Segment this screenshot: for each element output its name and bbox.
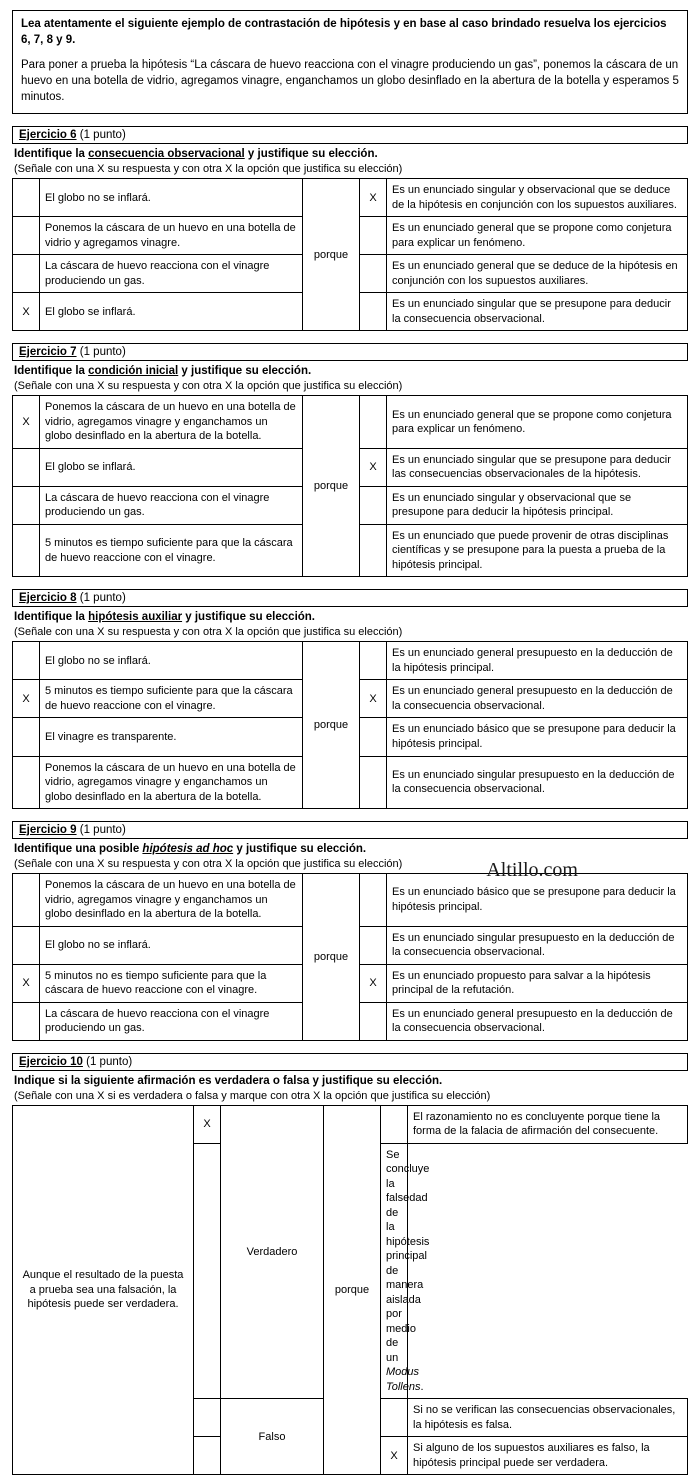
answer-checkbox-b[interactable] (360, 718, 387, 756)
exercise-9-table (12, 873, 688, 1041)
exercise-9-header (12, 821, 688, 839)
exercise-8-instruction (12, 607, 688, 625)
table-row (13, 873, 688, 926)
exercise-9-note (12, 857, 688, 881)
porque-label: porque (324, 1105, 381, 1475)
option-checkbox[interactable] (381, 1399, 408, 1437)
exercise-7-instruction-keyword: condición inicial (88, 365, 179, 378)
exercise-6-table (12, 178, 688, 331)
option-b-text[interactable]: Es un enunciado básico que se presupone para deducir la hipótesis principal. (387, 718, 688, 756)
option-b-text[interactable]: Es un enunciado que puede provenir de otras disciplinas científicas y se presupone para la puesta a prueba de la hipótesis principal. (387, 524, 688, 577)
exercise-7-number: Ejercicio 7 (19, 346, 77, 359)
option-b-text[interactable]: Es un enunciado singular presupuesto en la deducción de la consecuencia observacional. (387, 926, 688, 964)
exercise-10-table (12, 1105, 688, 1476)
spacer-cell (194, 1437, 221, 1475)
option-a-text[interactable]: 5 minutos es tiempo suficiente para que la cáscara de huevo reaccione con el vinagre. (40, 524, 303, 577)
option-b-text[interactable]: Es un enunciado general presupuesto en la deducción de la consecuencia observacional. (387, 1002, 688, 1040)
answer-checkbox-b[interactable] (360, 873, 387, 926)
intro-box (12, 10, 688, 114)
exercise-9-instruction-keyword (142, 843, 233, 855)
answer-checkbox-b[interactable] (360, 524, 387, 577)
table-row (13, 396, 688, 449)
exercise-10-points: (1 punto) (86, 1055, 133, 1068)
answer-checkbox-b[interactable]: X (360, 680, 387, 718)
option-a-text[interactable]: El globo no se inflará. (40, 926, 303, 964)
option-a-text[interactable]: La cáscara de huevo reacciona con el vinagre produciendo un gas. (40, 486, 303, 524)
answer-checkbox-a[interactable] (13, 1002, 40, 1040)
option-checkbox[interactable] (194, 1143, 221, 1399)
option-checkbox[interactable]: X (381, 1437, 408, 1475)
exercise-8-note: (Señale con una X su respuesta y con otra X la opción que justifica su elección) (14, 626, 403, 639)
exercise-10-instruction: Indique si la siguiente afirmación es verdadera o falsa y justifique su elección. (14, 1074, 443, 1087)
exercise-9-number: Ejercicio 9 (19, 824, 77, 837)
answer-checkbox-a[interactable] (13, 718, 40, 756)
answer-checkbox-a[interactable] (13, 179, 40, 217)
exercise-8-header (12, 589, 688, 607)
answer-checkbox-a[interactable] (13, 486, 40, 524)
option-text[interactable]: Si alguno de los supuestos auxiliares es falso, la hipótesis principal puede ser verdadera. (408, 1437, 688, 1475)
answer-checkbox-b[interactable] (360, 1002, 387, 1040)
exercise-9-instruction-post: y justifique su elección. (233, 843, 367, 856)
option-a-text[interactable]: El globo se inflará. (40, 293, 303, 331)
option-a-text[interactable]: El globo no se inflará. (40, 642, 303, 680)
answer-checkbox-a[interactable] (13, 642, 40, 680)
exercise-8-points: (1 punto) (79, 592, 126, 605)
answer-checkbox-b[interactable] (360, 642, 387, 680)
option-b-text[interactable]: Es un enunciado singular que se presupone para deducir las consecuencias observacionales de la hipótesis. (387, 448, 688, 486)
exercise-10-header (12, 1053, 688, 1071)
exercise-10-note: (Señale con una X si es verdadera o falsa y marque con otra X la opción que justifica su elección) (14, 1089, 491, 1102)
answer-checkbox-b[interactable] (360, 486, 387, 524)
porque-label: porque (303, 179, 360, 331)
verdadero-label[interactable]: Verdadero (221, 1105, 324, 1399)
option-a-text[interactable]: Ponemos la cáscara de un huevo en una botella de vidrio, agregamos vinagre y enganchamos un globo desinflado en la abertura de la botella. (40, 396, 303, 449)
answer-checkbox-a[interactable]: X (13, 396, 40, 449)
option-b-text[interactable]: Es un enunciado general que se deduce de la hipótesis en conjunción con los supuestos auxiliares. (387, 255, 688, 293)
option-a-text[interactable]: 5 minutos es tiempo suficiente para que la cáscara de huevo reaccione con el vinagre. (40, 680, 303, 718)
option-b-text[interactable]: Es un enunciado general presupuesto en la deducción de la consecuencia observacional. (387, 680, 688, 718)
option-text[interactable]: Si no se verifican las consecuencias observacionales, la hipótesis es falsa. (408, 1399, 688, 1437)
option-a-text[interactable]: El globo no se inflará. (40, 179, 303, 217)
option-a-text[interactable]: Ponemos la cáscara de un huevo en una botella de vidrio, agregamos vinagre y enganchamos un globo desinflado en la abertura de la botella. (40, 756, 303, 809)
porque-label: porque (303, 642, 360, 809)
option-a-text[interactable]: Ponemos la cáscara de un huevo en una botella de vidrio y agregamos vinagre. (40, 217, 303, 255)
exercise-10-number: Ejercicio 10 (19, 1055, 83, 1068)
exercise-7-header (12, 343, 688, 361)
table-row (13, 1105, 688, 1143)
option-checkbox[interactable] (381, 1105, 408, 1143)
exercise-6-instruction-pre: Identifique la (14, 148, 89, 161)
answer-checkbox-b[interactable] (360, 396, 387, 449)
answer-checkbox-b[interactable]: X (360, 179, 387, 217)
exercise-8-table (12, 641, 688, 809)
exercise-8-number: Ejercicio 8 (19, 592, 77, 605)
option-b-text[interactable]: Es un enunciado singular presupuesto en la deducción de la consecuencia observacional. (387, 756, 688, 809)
table-row (13, 642, 688, 680)
answer-checkbox-a[interactable] (13, 217, 40, 255)
answer-checkbox-b[interactable]: X (360, 448, 387, 486)
answer-checkbox-a[interactable]: X (13, 964, 40, 1002)
option-b-text[interactable]: Es un enunciado singular que se presupone para deducir la consecuencia observacional. (387, 293, 688, 331)
answer-checkbox-a[interactable] (13, 873, 40, 926)
option-text[interactable]: El razonamiento no es concluyente porque tiene la forma de la falacia de afirmación del consecuente. (408, 1105, 688, 1143)
exercise-7-instruction-pre: Identifique la (14, 365, 89, 378)
answer-checkbox-a[interactable]: X (13, 293, 40, 331)
answer-checkbox-a[interactable] (13, 448, 40, 486)
table-row (13, 179, 688, 217)
exercise-9-instruction-keyword-text: hipótesis ad hoc (142, 843, 234, 856)
option-b-text[interactable]: Es un enunciado singular y observacional que se deduce de la hipótesis en conjunción con los supuestos auxiliares. (387, 179, 688, 217)
porque-label: porque (303, 396, 360, 577)
falso-checkbox[interactable] (194, 1399, 221, 1437)
intro-title: Lea atentamente el siguiente ejemplo de contrastación de hipótesis y en base al caso brindado resuelva los ejercicios 6, 7, 8 y 9. (21, 18, 667, 46)
answer-checkbox-b[interactable] (360, 217, 387, 255)
option-a-text[interactable]: La cáscara de huevo reacciona con el vinagre produciendo un gas. (40, 1002, 303, 1040)
option-text[interactable]: Se concluye la falsedad de la hipótesis principal de manera aislada por medio de un Modus Tollens. (381, 1143, 408, 1399)
option-a-text[interactable]: La cáscara de huevo reacciona con el vinagre produciendo un gas. (40, 255, 303, 293)
porque-label: porque (303, 873, 360, 1040)
answer-checkbox-a[interactable] (13, 926, 40, 964)
option-a-text[interactable]: El globo se inflará. (40, 448, 303, 486)
watermark: Altillo.com (486, 858, 578, 881)
option-a-text[interactable]: 5 minutos no es tiempo suficiente para que la cáscara de huevo reaccione con el vinagre. (40, 964, 303, 1002)
answer-checkbox-b[interactable] (360, 926, 387, 964)
answer-checkbox-b[interactable] (360, 756, 387, 809)
exercise-9-instruction-pre: Identifique una posible (14, 843, 143, 856)
verdadero-checkbox[interactable]: X (194, 1105, 221, 1143)
modus-tollens-emphasis: Modus Tollens (386, 1366, 421, 1393)
option-b-text[interactable]: Es un enunciado básico que se presupone para deducir la hipótesis principal. (387, 873, 688, 926)
exercise-6-header (12, 126, 688, 144)
intro-body: Para poner a prueba la hipótesis “La cáscara de huevo reacciona con el vinagre produciendo un gas”, ponemos la cáscara de un huevo en una botella de vidrio, agregamos vinagre, enganchamos un globo desinflado en la abertura de la botella y esperamos 5 minutos. (21, 59, 679, 104)
option-b-text[interactable]: Es un enunciado singular y observacional que se presupone para deducir la hipótesis principal. (387, 486, 688, 524)
option-b-text[interactable]: Es un enunciado general presupuesto en la deducción de la hipótesis principal. (387, 642, 688, 680)
exercise-6-note: (Señale con una X su respuesta y con otra X la opción que justifica su elección) (14, 163, 403, 176)
option-b-text[interactable]: Es un enunciado general que se propone como conjetura para explicar un fenómeno. (387, 217, 688, 255)
exercise-7-instruction (12, 361, 688, 379)
exercise-6-points: (1 punto) (79, 129, 126, 142)
answer-checkbox-a[interactable] (13, 255, 40, 293)
exercise-7-note: (Señale con una X su respuesta y con otra X la opción que justifica su elección) (14, 380, 403, 393)
falso-label[interactable]: Falso (221, 1399, 324, 1475)
exercise-6-instruction-post: y justifique su elección. (244, 148, 378, 161)
statement-text: Aunque el resultado de la puesta a prueba sea una falsación, la hipótesis puede ser verdadera. (13, 1105, 194, 1475)
exercise-9-note-text: (Señale con una X su respuesta y con otra X la opción que justifica su elección) (14, 857, 403, 870)
answer-checkbox-a[interactable]: X (13, 680, 40, 718)
answer-checkbox-b[interactable] (360, 293, 387, 331)
option-a-text[interactable]: Ponemos la cáscara de un huevo en una botella de vidrio, agregamos vinagre y enganchamos un globo desinflado en la abertura de la botella. (40, 873, 303, 926)
exercise-7-points: (1 punto) (79, 346, 126, 359)
exercise-9-points: (1 punto) (79, 824, 126, 837)
option-b-text[interactable]: Es un enunciado propuesto para salvar a la hipótesis principal de la refutación. (387, 964, 688, 1002)
exercise-7-table (12, 395, 688, 577)
answer-checkbox-b[interactable]: X (360, 964, 387, 1002)
exercise-6-instruction-keyword: consecuencia observacional (88, 148, 245, 161)
answer-checkbox-a[interactable] (13, 524, 40, 577)
exercise-8-instruction-pre: Identifique la (14, 611, 89, 624)
exercise-7-instruction-post: y justifique su elección. (178, 365, 312, 378)
option-b-text[interactable]: Es un enunciado general que se propone como conjetura para explicar un fenómeno. (387, 396, 688, 449)
option-a-text[interactable]: El vinagre es transparente. (40, 718, 303, 756)
exercise-6-number: Ejercicio 6 (19, 129, 77, 142)
exercise-8-instruction-post: y justifique su elección. (182, 611, 316, 624)
exercise-8-instruction-keyword: hipótesis auxiliar (88, 611, 183, 624)
answer-checkbox-b[interactable] (360, 255, 387, 293)
answer-checkbox-a[interactable] (13, 756, 40, 809)
exercise-9-instruction (12, 839, 688, 857)
exercise-6-instruction (12, 144, 688, 162)
